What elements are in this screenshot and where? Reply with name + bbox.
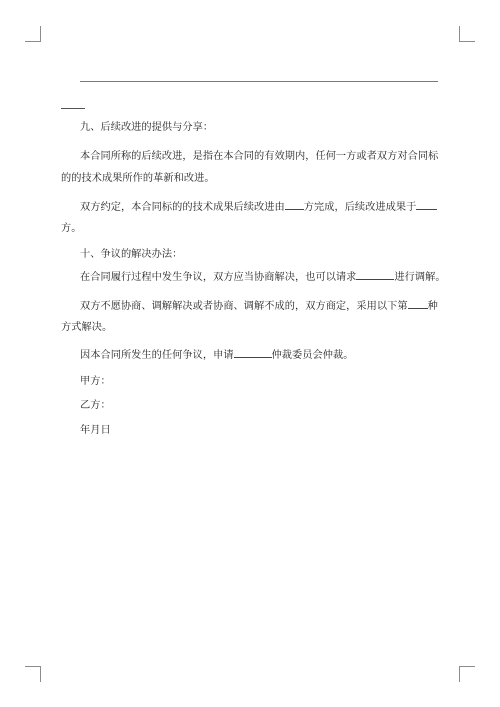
paragraph-text: 双方约定，本合同标的的技术成果后续改进由 (80, 202, 285, 213)
paragraph-text: 仲裁委员会仲裁。 (271, 350, 354, 361)
fill-blank-continued (61, 108, 85, 109)
crop-mark-bottom-right (460, 666, 475, 667)
section-10-paragraph-1 (80, 270, 460, 285)
party-a-signature-line (80, 375, 460, 389)
paragraph-text: 双方不愿协商、调解解决或者协商、调解不成的，双方商定，采用以下第 (80, 301, 408, 312)
paragraph-text: 种 (427, 301, 438, 312)
fill-blank (234, 348, 272, 358)
section-10-paragraph-2-line-2 (61, 321, 441, 335)
section-9-paragraph-2-line-1 (80, 200, 460, 215)
fill-blank (416, 200, 437, 210)
section-9-heading-text: 九、后续改进的提供与分享： (80, 122, 214, 133)
section-9-paragraph-1-line-1 (80, 150, 460, 164)
crop-mark-top-right (459, 26, 460, 42)
section-10-paragraph-3 (80, 348, 460, 363)
section-10-heading (80, 248, 460, 262)
paragraph-text: 方。 (61, 223, 82, 234)
paragraph-text: 本合同所称的后续改进，是指在本合同的有效期内，任何一方或者双方对合同标 (80, 151, 439, 162)
paragraph-text: 的的技术成果所作的革新和改进。 (61, 173, 215, 184)
crop-mark-top-left (40, 26, 41, 42)
section-9-paragraph-1-line-2 (61, 172, 441, 186)
crop-mark-bottom-left (25, 666, 40, 667)
crop-mark-top-left (25, 41, 40, 42)
section-10-paragraph-2-line-1 (80, 299, 460, 314)
crop-mark-bottom-left (40, 666, 41, 682)
date-line (80, 424, 460, 438)
fill-blank (408, 299, 428, 309)
party-b-signature-line (80, 399, 460, 413)
crop-mark-top-right (460, 41, 475, 42)
paragraph-text: 因本合同所发生的任何争议，申请 (80, 350, 234, 361)
paragraph-text: 方完成，后续改进成果于 (303, 202, 417, 213)
paragraph-text: 在合同履行过程中发生争议，双方应当协商解决，也可以请求 (80, 272, 357, 283)
paragraph-text: 进行调解。 (394, 272, 446, 283)
header-rule (80, 81, 438, 82)
section-9-heading (80, 121, 460, 135)
section-9-paragraph-2-line-2 (61, 222, 441, 236)
paragraph-text: 方式解决。 (61, 322, 113, 333)
section-10-heading-text: 十、争议的解决办法： (80, 249, 183, 260)
party-b-label: 乙方： (80, 400, 111, 411)
date-label: 年月日 (80, 425, 111, 436)
fill-blank (285, 200, 304, 210)
crop-mark-bottom-right (459, 666, 460, 682)
party-a-label: 甲方： (80, 376, 111, 387)
fill-blank (356, 270, 394, 280)
